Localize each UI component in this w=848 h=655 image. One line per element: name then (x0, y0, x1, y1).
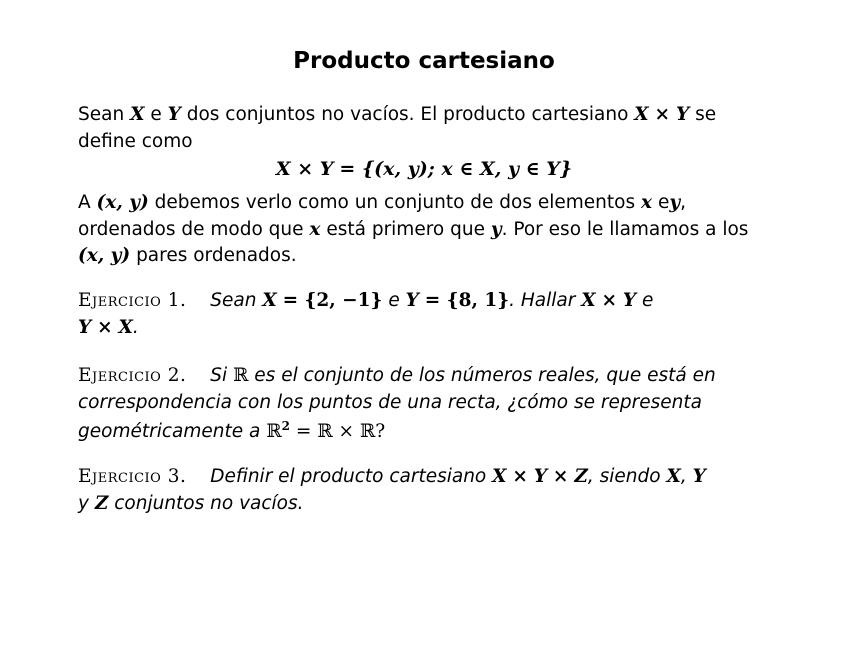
text: debemos verlo como un conjunto de dos elementos (154, 192, 636, 213)
text: e (150, 104, 162, 125)
text: A (78, 192, 91, 213)
math-Y: Y (78, 317, 92, 338)
text: Sean (210, 290, 257, 311)
exercise-label: Ejercicio 1. (78, 290, 187, 311)
math-set: = {8, 1} (424, 290, 510, 311)
text: se (695, 104, 717, 125)
math-X: X (118, 317, 133, 338)
math-Y: Y (675, 104, 690, 125)
exercise-2-line-1 (78, 367, 716, 386)
math-times: × (552, 466, 569, 487)
explanation-line-3 (78, 247, 297, 266)
math-X: X (492, 466, 507, 487)
exercise-1-line-2: Y × X. (78, 317, 139, 338)
math-X: X (634, 104, 649, 125)
text: geométricamente a (78, 421, 261, 443)
text: . Por eso le llamamos a los (501, 219, 749, 240)
math-Y: Y (622, 290, 637, 311)
text: Sean (78, 104, 125, 125)
text: y (78, 493, 89, 514)
text: e (642, 290, 654, 311)
math-pair: (x, y) (78, 245, 131, 266)
math-Y: Y (405, 290, 419, 311)
math-Z: Z (94, 493, 109, 514)
text: Definir el producto cartesiano (210, 466, 487, 487)
math-times: × (654, 104, 671, 125)
math-times: × (97, 317, 113, 338)
text: define como (78, 131, 193, 152)
exercise-label: Ejercicio 2. (78, 365, 187, 386)
math-X: X (666, 466, 681, 487)
text: e (657, 192, 670, 213)
math-y: y (669, 192, 681, 213)
math-Z: Z (574, 466, 588, 487)
text: pares ordenados. (136, 245, 297, 266)
text: conjuntos no vacíos. (114, 493, 304, 514)
intro-line-1 (78, 106, 716, 125)
text: e (388, 290, 400, 311)
math-R: ℝ (266, 421, 282, 443)
explanation-line-2 (78, 221, 748, 240)
text: es el conjunto de los números reales, que está en (254, 365, 716, 386)
math-R: ℝ (233, 365, 249, 386)
math-R-product: = ℝ × ℝ? (295, 421, 386, 443)
math-X: X (581, 290, 596, 311)
exercise-label: Ejercicio 3. (78, 466, 187, 487)
math-Y: Y (692, 466, 706, 487)
math-times: × (601, 290, 617, 311)
exercise-1-line-1 (78, 292, 653, 311)
math-Y: Y (167, 104, 181, 125)
definition-formula (0, 158, 848, 180)
math-exponent: 2 (281, 419, 290, 433)
math-pair: (x, y) (96, 192, 149, 213)
text: . Hallar (509, 290, 576, 311)
math-y: y (490, 219, 502, 240)
math-X: X (262, 290, 277, 311)
formula-lhs: X × Y (275, 158, 334, 180)
math-set: = {2, −1} (282, 290, 383, 311)
text: ordenados de modo que (78, 219, 304, 240)
intro-line-2 (78, 133, 193, 152)
page-title: Producto cartesiano (293, 48, 555, 74)
text: dos conjuntos no vacíos. El producto cartesiano (186, 104, 629, 125)
text: correspondencia con los puntos de una recta, ¿cómo se representa (78, 392, 702, 413)
math-x: x (309, 219, 321, 240)
exercise-3-line-1: Ejercicio 3. Definir el producto cartesiano X × Y × Z, siendo X, Y (78, 466, 706, 487)
math-x: x (641, 192, 653, 213)
explanation-line-1: A (x, y) debemos verlo como un conjunto de dos elementos x ey, (78, 192, 686, 213)
text: Si (210, 365, 228, 386)
math-Y: Y (533, 466, 548, 487)
formula-rhs: = {(x, y); x ∈ X, y ∈ Y} (339, 158, 573, 180)
exercise-2-line-3 (78, 420, 385, 442)
text: , siendo (587, 466, 661, 487)
exercise-2-line-2 (78, 394, 702, 413)
text: está primero que (326, 219, 485, 240)
exercise-3-line-2 (78, 495, 304, 514)
math-X: X (130, 104, 145, 125)
math-times: × (512, 466, 528, 487)
